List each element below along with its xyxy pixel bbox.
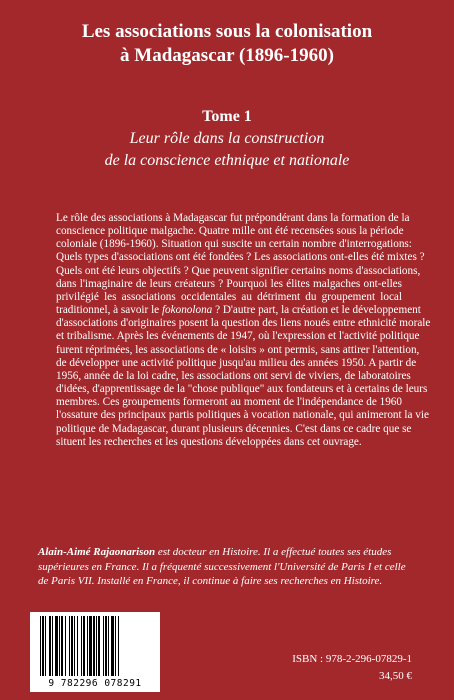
description-line: Le rôle des associations à Madagascar fut prépondérant dans la formation de la <box>56 212 410 224</box>
title-line-1: Les associations sous la colonisation <box>81 21 373 42</box>
author-bio <box>38 545 410 589</box>
barcode-digits: 9 782296 078291 <box>48 678 142 689</box>
barcode-bars <box>38 616 152 676</box>
description-line: furent réprimées, les associations de « loisirs » ont permis, sans attirer l'attention, <box>56 343 420 356</box>
barcode <box>30 612 160 692</box>
description-line: politique de Madagascar, durant plusieurs décennies. C'est dans ce cadre que se <box>56 422 412 435</box>
description-line: de développer une activité politique jusqu'au milieu des années 1950. A partir de <box>56 356 417 369</box>
description-text: traditionnel, à savoir le <box>56 304 162 317</box>
description-text: ? D'autre part, la création et le développement <box>212 304 421 317</box>
price: 34,50 € <box>379 670 412 682</box>
isbn: ISBN : 978-2-296-07829-1 <box>292 653 412 665</box>
description-line: conscience politique malgache. Quatre mille ont été recensées sous la période <box>56 225 404 238</box>
description-paragraph <box>56 212 431 449</box>
description-line: membres. Ces groupements formeront au moment de l'indépendance de 1960 <box>56 396 402 409</box>
description-line: d'associations d'originaires posent la question des liens noués entre ethnicité morale <box>56 317 431 330</box>
description-line: 1956, année de la loi cadre, les associations ont servi de viviers, de laboratoires <box>56 369 411 382</box>
author-name: Alain-Aimé Rajaonarison <box>38 546 156 558</box>
description-line: d'idées, d'apprentissage de la "chose publique" aux fondateurs et à certains de leurs <box>56 383 428 396</box>
description-line: Quels ont été leurs objectifs ? Que peuvent signifier certains noms d'associations, <box>56 264 421 277</box>
title-line-2: à Madagascar (1896-1960) <box>120 45 334 66</box>
description-line: privilégié les associations occidentales au détriment du groupement local <box>56 290 402 303</box>
description-line: Quels types d'associations ont été fondées ? Les associations ont-elles été mixtes ? <box>56 251 425 264</box>
volume-label: Tome 1 <box>202 108 252 125</box>
subtitle-line-1: Leur rôle dans la construction <box>129 130 325 147</box>
description-line: et tribalisme. Après les événements de 1947, où l'expression et l'activité politique <box>56 330 420 343</box>
description-line: l'ossature des principaux partis politiques à vocation nationale, qui animeront la vie <box>56 409 429 422</box>
book-title <box>0 20 454 68</box>
description-line: situent les recherches et les questions développées dans cet ouvrage. <box>56 435 362 448</box>
description-line-mixed <box>56 304 421 317</box>
description-line: dans l'imaginaire de leurs créateurs ? Pourquoi les élites malgaches ont-elles <box>56 277 402 290</box>
description-line: coloniale (1896-1960). Situation qui suscite un certain nombre d'interrogations: <box>56 238 412 251</box>
subtitle-line-2: de la conscience ethnique et nationale <box>104 152 350 169</box>
author-bio-text: est docteur en Histoire. Il a effectué toutes ses études supérieures en France. Il a fréquenté successivement l'Université de Paris I et celle de Paris VII. Installé en France, il continue à faire ses recherches en Histoire. <box>38 546 406 587</box>
fokonolona-term: fokonolona <box>161 304 213 317</box>
book-subtitle <box>0 128 454 172</box>
